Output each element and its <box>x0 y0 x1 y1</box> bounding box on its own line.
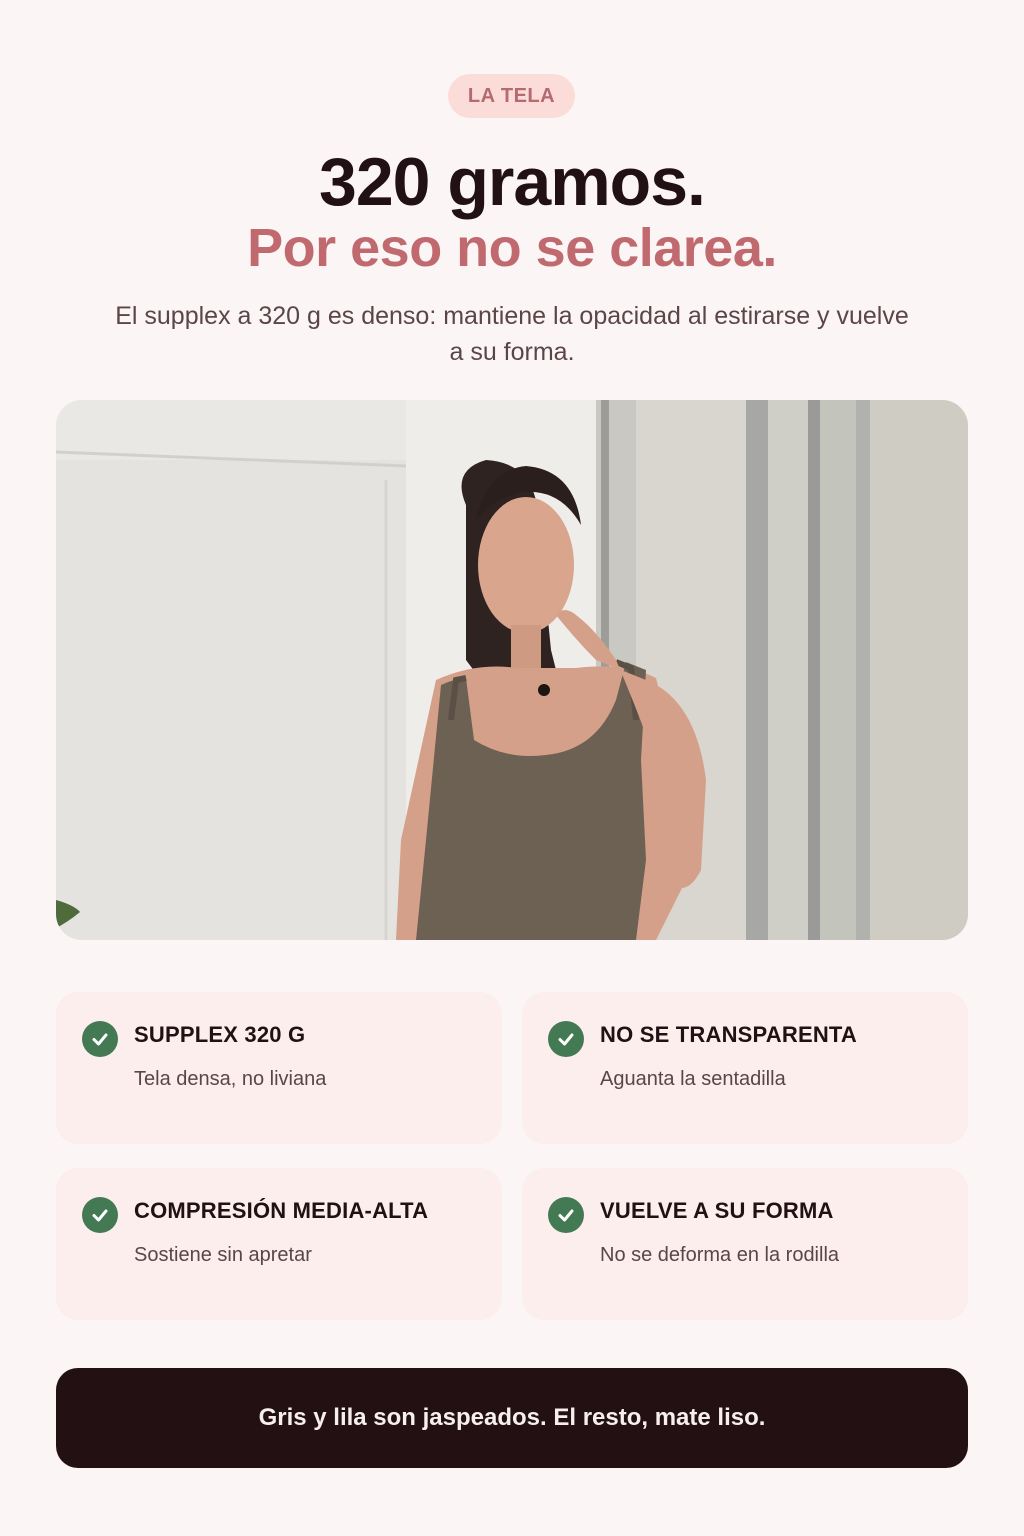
feature-subtitle: No se deforma en la rodilla <box>600 1244 840 1266</box>
feature-subtitle: Sostiene sin apretar <box>134 1244 312 1266</box>
product-photo <box>56 400 968 940</box>
check-icon <box>82 1197 118 1233</box>
feature-card-no-transparency <box>522 992 968 1144</box>
feature-title: SUPPLEX 320 G <box>134 1022 306 1047</box>
check-icon <box>548 1197 584 1233</box>
info-banner <box>56 1368 968 1468</box>
feature-subtitle: Tela densa, no liviana <box>134 1068 327 1090</box>
feature-title: COMPRESIÓN MEDIA-ALTA <box>134 1198 429 1223</box>
page-title: 320 gramos. <box>319 144 705 220</box>
section-badge: LA TELA <box>448 74 575 118</box>
feature-card-compression <box>56 1168 502 1320</box>
info-banner-text: Gris y lila son jaspeados. El resto, mate liso. <box>258 1404 766 1431</box>
check-icon <box>82 1021 118 1057</box>
feature-title: NO SE TRANSPARENTA <box>600 1022 858 1047</box>
check-icon <box>548 1021 584 1057</box>
page-description: El supplex a 320 g es denso: mantiene la opacidad al estirarse y vuelve a su forma. <box>115 302 909 366</box>
feature-subtitle: Aguanta la sentadilla <box>600 1068 786 1090</box>
feature-card-shape-recovery <box>522 1168 968 1320</box>
feature-card-supplex <box>56 992 502 1144</box>
page-subtitle: Por eso no se clarea. <box>247 218 777 278</box>
feature-title: VUELVE A SU FORMA <box>600 1198 834 1223</box>
